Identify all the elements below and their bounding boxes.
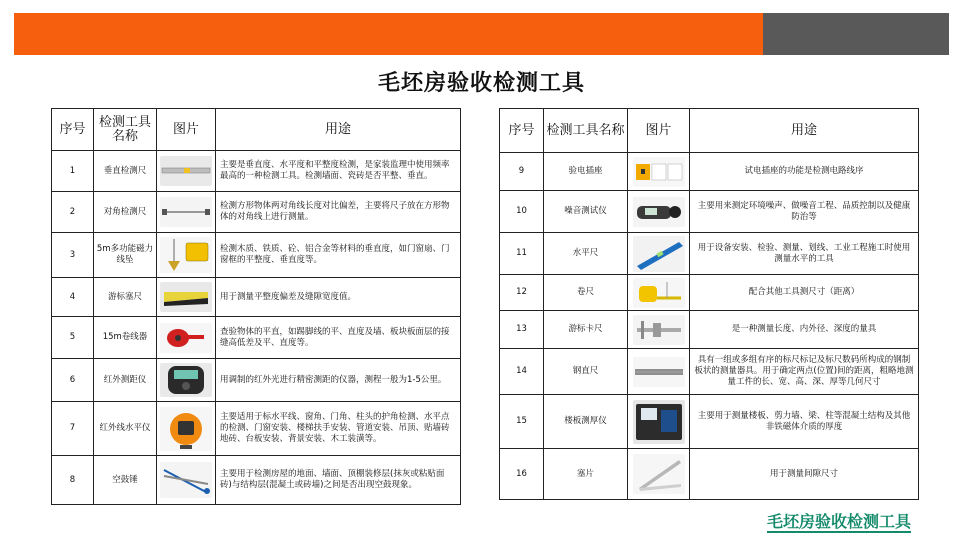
left-header-row (52, 109, 461, 151)
top-banner (14, 13, 949, 55)
row-name: 对角检测尺 (94, 192, 157, 233)
plumb-bob-icon (160, 237, 212, 273)
left-tools-table (51, 108, 461, 505)
row-no: 7 (52, 402, 94, 456)
header-no: 序号 (500, 109, 544, 153)
row-no: 15 (500, 395, 544, 449)
row-name: 卷尺 (544, 275, 628, 311)
hollow-hammer-icon (160, 462, 212, 498)
row-name: 红外线水平仪 (94, 402, 157, 456)
header-use: 用途 (690, 109, 919, 153)
footer-title-link[interactable]: 毛坯房验收检测工具 (766, 512, 911, 531)
row-use: 试电插座的功能是检测电路线序 (690, 153, 919, 191)
row-no: 4 (52, 278, 94, 317)
row-use: 检测方形物体两对角线长度对比偏差，主要将尺子放在方形物体的对角线上进行测量。 (216, 192, 461, 233)
level-ruler-icon (160, 156, 212, 186)
row-use: 主要用于测量楼板、剪力墙、梁、柱等混凝土结构及其他非铁磁体介质的厚度 (690, 395, 919, 449)
table-row (52, 151, 461, 192)
row-no: 11 (500, 233, 544, 275)
row-use: 检测木质、铁质、砼、铝合金等材料的垂直度，如门窗扇、门窗框的平整度、垂直度等。 (216, 233, 461, 278)
table-row (500, 191, 919, 233)
table-row (500, 311, 919, 349)
row-name: 空鼓锤 (94, 456, 157, 505)
vernier-caliper-icon (633, 315, 685, 345)
table-row (52, 402, 461, 456)
header-pic: 图片 (628, 109, 690, 153)
table-row (52, 317, 461, 359)
row-name: 15m卷线器 (94, 317, 157, 359)
row-use: 主要适用于标水平线、窗角、门角、柱头的护角检测、水平点的检测、门窗安装、楼梯扶手安装、管道安装、吊顶、贴墙砖地砖、台板安装、背景安装、木工装潢等。 (216, 402, 461, 456)
table-row (500, 349, 919, 395)
table-row (500, 395, 919, 449)
table-row (52, 359, 461, 402)
row-name: 垂直检测尺 (94, 151, 157, 192)
right-header-row (500, 109, 919, 153)
right-tools-table (499, 108, 919, 500)
table-row (52, 192, 461, 233)
row-use: 具有一组或多组有序的标尺标记及标尺数码所构成的钢制板状的测量器具。用于确定两点(位置)间的距离，粗略地测量工件的长、宽、高、深、厚等几何尺寸 (690, 349, 919, 395)
table-row (52, 278, 461, 317)
row-no: 16 (500, 449, 544, 500)
thickness-gauge-icon (633, 400, 685, 444)
row-use: 查验物体的平直，如踢脚线的平、直度及墙、板块板面层的接缝高低差及平、直度等。 (216, 317, 461, 359)
row-use: 配合其他工具测尺寸（距离） (690, 275, 919, 311)
row-use: 用调制的红外光进行精密测距的仪器，测程一般为1-5公里。 (216, 359, 461, 402)
row-name: 水平尺 (544, 233, 628, 275)
header-pic: 图片 (157, 109, 216, 151)
row-no: 14 (500, 349, 544, 395)
row-use: 主要用来测定环境噪声、做噪音工程、品质控制以及健康防治等 (690, 191, 919, 233)
row-use: 用于测量平整度偏差及缝隙宽度值。 (216, 278, 461, 317)
row-use: 是一种测量长度、内外径、深度的量具 (690, 311, 919, 349)
row-use: 用于测量间隙尺寸 (690, 449, 919, 500)
row-name: 游标塞尺 (94, 278, 157, 317)
row-name: 楼板测厚仪 (544, 395, 628, 449)
row-name: 游标卡尺 (544, 311, 628, 349)
table-row (52, 456, 461, 505)
table-row (500, 153, 919, 191)
header-name: 检测工具名称 (544, 109, 628, 153)
line-reel-icon (160, 323, 212, 353)
row-no: 9 (500, 153, 544, 191)
row-no: 1 (52, 151, 94, 192)
row-name: 钢直尺 (544, 349, 628, 395)
row-no: 6 (52, 359, 94, 402)
row-use: 用于设备安装、检验、测量、划线、工业工程施工时使用测量水平的工具 (690, 233, 919, 275)
page-title: 毛坯房验收检测工具 (377, 71, 585, 96)
row-no: 10 (500, 191, 544, 233)
row-no: 13 (500, 311, 544, 349)
table-row (500, 233, 919, 275)
table-row (52, 233, 461, 278)
laser-distance-meter-icon (160, 363, 212, 397)
row-no: 2 (52, 192, 94, 233)
header-name: 检测工具名称 (94, 109, 157, 151)
row-name: 红外测距仪 (94, 359, 157, 402)
socket-tester-icon (633, 157, 685, 187)
tape-measure-icon (633, 278, 685, 308)
row-use: 主要是垂直度、水平度和平整度检测，是家装监理中使用频率最高的一种检测工具。检测墙面、瓷砖是否平整、垂直。 (216, 151, 461, 192)
spirit-level-icon (633, 236, 685, 272)
laser-level-icon (160, 407, 212, 451)
row-name: 噪音测试仪 (544, 191, 628, 233)
feeler-blades-icon (633, 454, 685, 494)
row-no: 3 (52, 233, 94, 278)
row-name: 5m多功能磁力线坠 (94, 233, 157, 278)
banner-gray-bar (763, 13, 949, 55)
row-no: 8 (52, 456, 94, 505)
table-row (500, 275, 919, 311)
row-name: 验电插座 (544, 153, 628, 191)
row-name: 塞片 (544, 449, 628, 500)
steel-ruler-icon (633, 357, 685, 387)
diagonal-ruler-icon (160, 197, 212, 227)
row-use: 主要用于检测房屋的地面、墙面、顶棚装修层(抹灰或粘贴面砖)与结构层(混凝土或砖墙)之间是否出现空鼓现象。 (216, 456, 461, 505)
row-no: 5 (52, 317, 94, 359)
table-row (500, 449, 919, 500)
row-no: 12 (500, 275, 544, 311)
header-no: 序号 (52, 109, 94, 151)
feeler-gauge-icon (160, 282, 212, 312)
banner-orange-bar (14, 13, 763, 55)
noise-meter-icon (633, 197, 685, 227)
header-use: 用途 (216, 109, 461, 151)
